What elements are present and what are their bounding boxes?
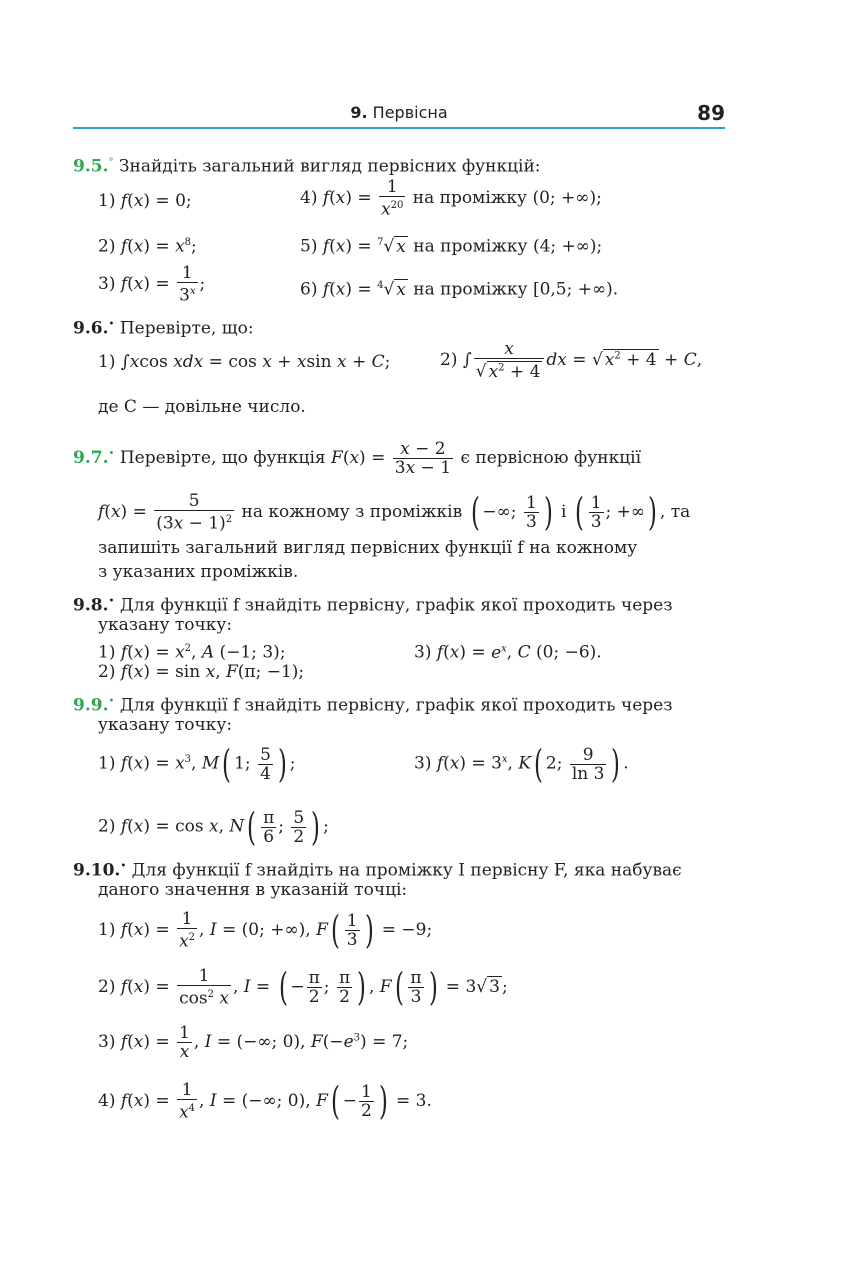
ex-9-10-item-2: 2) f(x) = $\frac{1}{\cos^2 x}$ , I = ( − $\frac{\pi}{2}$ ; $\frac{\pi}{2}$ ) , F( $\frac{\pi}{3}$ ) = 3√ 3 ; xyxy=(98,965,508,1010)
ex-9-6-item-1: 1) ∫xcos xdx = cos x + xsin x + C; xyxy=(98,352,391,372)
ex-9-10-item-1: 1) f(x) = $\frac{1}{x^2}$ , I = (0; +∞), F( $\frac{1}{3}$ ) = −9; xyxy=(98,908,433,953)
ex-9-9-item-1: 1) $f(x) = x^3$, M( 1; $\frac{5}{4}$ ) ; xyxy=(98,742,296,786)
ex-9-7-line-4: з указаних проміжків. xyxy=(98,562,299,582)
ex-9-8-item-1: 1) $f(x) = x^2$, A (−1; 3); xyxy=(98,642,286,663)
ex-9-5-item-5: 5) f(x) = $^7$√ x на проміжку (4; +∞); xyxy=(300,236,603,257)
ex-9-6-note: де C — довільне число. xyxy=(98,397,306,417)
ex-9-5-item-2: 2) $f(x) = x^8$; xyxy=(98,236,197,257)
ex-9-9-line-2: указану точку: xyxy=(98,715,233,735)
ex-9-10-line-2: даного значення в указаній точці: xyxy=(98,880,408,900)
ex-9-6-item-2: 2) ∫ $\frac{x}{√ x^2 + 4}$ dx = √ $x^2 + 4 + C$, xyxy=(440,339,703,382)
ex-9-7-line-3: запишіть загальний вигляд первісних функції f на кожному xyxy=(98,538,638,558)
ex-9-7-line-2: f(x) = $\frac{5}{(3x - 1)^2}$ на кожному з проміжків ( −∞; $\frac{1}{3}$ ) і ( $\frac{1}{3}$ ; +∞) , та xyxy=(98,490,691,535)
exercise-9-5-title: 9.5.° Знайдіть загальний вигляд первісних функцій: xyxy=(73,156,541,177)
page-header xyxy=(73,101,725,129)
ex-9-5-item-6: 6) f(x) = $^4$√ x на проміжку [0,5; +∞). xyxy=(300,279,619,300)
exercise-9-8-title: 9.8.• Для функції f знайдіть первісну, графік якої проходить через xyxy=(73,595,673,616)
exercise-9-10-title: 9.10.• Для функції f знайдіть на проміжку I первісну F, яка набуває xyxy=(73,860,682,881)
ex-9-8-line-2: указану точку: xyxy=(98,615,233,635)
ex-9-9-item-2: 2) f(x) = cos x, N( $\frac{\pi}{6}$ ; $\frac{5}{2}$ ) ; xyxy=(98,805,329,849)
exercise-9-6-title: 9.6.• Перевірте, що: xyxy=(73,318,254,339)
ex-9-10-item-3: 3) f(x) = $\frac{1}{x}$ , I = (−∞; 0), $F(-e^3) = 7$; xyxy=(98,1023,409,1062)
exercise-9-9-title: 9.9.• Для функції f знайдіть первісну, графік якої проходить через xyxy=(73,695,673,716)
ex-9-8-item-2: 2) f(x) = sin x, F(π; −1); xyxy=(98,662,305,682)
ex-9-5-item-4: 4) f(x) = $\frac{1}{x^{20}}$ на проміжку (0; +∞); xyxy=(300,177,602,220)
exercise-9-7-title: 9.7.• Перевірте, що функція F(x) = $\frac{x - 2}{3x - 1}$ є первісною функції xyxy=(73,439,642,478)
ex-9-9-item-3: 3) $f(x) = 3^x$, K( 2; $\frac{9}{\ln 3}$ ) . xyxy=(414,742,629,786)
ex-9-10-item-4: 4) f(x) = $\frac{1}{x^4}$ , I = (−∞; 0), F( − $\frac{1}{2}$ ) = 3. xyxy=(98,1079,432,1124)
ex-9-5-item-3: 3) f(x) = $\frac{1}{3^x}$ ; xyxy=(98,263,206,306)
ex-9-8-item-3: 3) $f(x) = e^x$, C (0; −6). xyxy=(414,642,602,663)
ex-9-5-item-1: 1) f(x) = 0; xyxy=(98,191,192,211)
page-number: 89 xyxy=(697,101,725,125)
section-title: 9. Первісна xyxy=(350,103,448,122)
